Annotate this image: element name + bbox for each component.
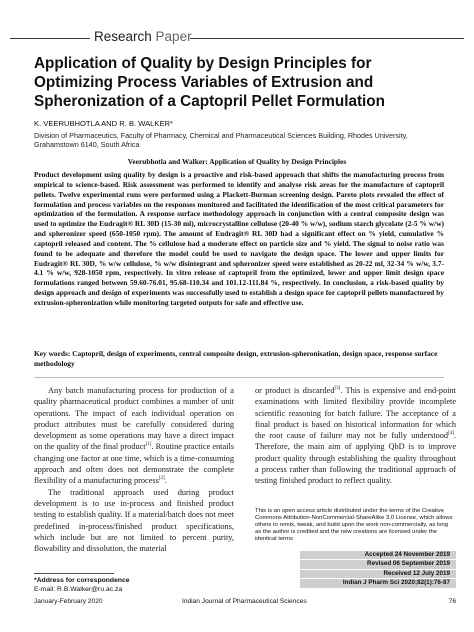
body-text: or product is discarded [255, 386, 335, 395]
body-paragraph [34, 385, 234, 487]
section-label-bold: Research [94, 29, 152, 44]
footer-issue: January-February 2020 [34, 598, 103, 605]
page-footer [34, 598, 456, 608]
body-text: . This is expensive and end-point examinations with limited flexibility provide incomplete scientific reasoning for batch failure. The acceptance of a final product is based on historical information for which the root cause of failure may not be fully understood [255, 386, 456, 441]
keywords-text: Captopril, design of experiments, central composite design, extrusion-spheronisation, design space, response surface methodology [34, 349, 438, 368]
page-number: 76 [448, 598, 456, 605]
keywords-label: Key words: [34, 349, 71, 358]
body-text: . [164, 476, 167, 486]
citation-ref[interactable]: [3] [334, 386, 341, 392]
body-column-right [255, 385, 456, 487]
header-rule-left [10, 38, 90, 39]
body-column-left [34, 385, 234, 554]
correspondence-rule [34, 573, 114, 574]
body-text: . Routine practice entails changing one factor at one time, which is a time-consuming approach and often does not demonstrate the complete flexibility of a manufacturing process [34, 442, 234, 486]
author-affiliation: Division of Pharmaceutics, Faculty of Pharmacy, Chemical and Pharmaceutical Sciences Building, Rhodes University, Grahamstown 6140, South Africa [34, 131, 408, 150]
body-text: . Therefore, the main aim of applying QbD is to improve product quality through establishing the quality throughout a process rather than following the traditional approach of testing finished product to reflect quality. [255, 431, 456, 486]
citation-ref[interactable]: [4] [448, 431, 454, 437]
citation-ref[interactable]: [2] [158, 476, 165, 482]
article-dates-box [300, 551, 456, 589]
body-paragraph [255, 385, 456, 487]
journal-citation: Indian J Pharm Sci 2020;82(1):76-87 [300, 579, 456, 588]
body-text: Any batch manufacturing process for production of a quality pharmaceutical product combines a number of unit operations. The impact of each individual operation on product attributes must be carefully considered during development as some operations may have a direct impact on the quality of the final product [34, 386, 234, 452]
article-title: Application of Quality by Design Principles for Optimizing Process Variables of Extrusion and Spheronization of a Captopril Pellet Formulation [34, 55, 385, 110]
article-authors: K. VEERUBHOTLA AND R. B. WALKER* [34, 119, 173, 128]
correspondence-email[interactable]: E-mail: R.B.Walker@ru.ac.za [34, 585, 123, 593]
revised-date: Revised 06 September 2019 [300, 560, 456, 569]
abstract-divider [34, 377, 444, 378]
correspondence-label: *Address for correspondence [34, 577, 130, 584]
section-label-light: Paper [155, 29, 192, 44]
running-head: Veerubhotla and Walker: Application of Quality by Design Principles [127, 157, 347, 166]
footer-journal: Indian Journal of Pharmaceutical Sciences [182, 598, 307, 605]
abstract: Product development using quality by design is a proactive and risk-based approach that shifts the manufacturing process from empirical to science-based. Risk assessment was performed to identify and analyse risk areas for the manufacture of captopril pellets. Twelve experimental runs were performed using a Plackett-Burman screening design. Pareto plots revealed the effect of formulation and process variables on the responses monitored and facilitated the identification of the most critical parameters for optimization of the formulation. A response surface methodology approach in conjunction with a central composite design was used to optimize the Eudragit® RL 30D (15-30 ml), microcrystalline cellulose (20-40 % w/w), sodium starch glycolate (2-5 % w/w) and spheronizer speed (650-1050 rpm). The amount of Eudragit® RL 30D had a significant effect on % yield, cumulative % captopril released and content. The % cellulose had a moderate effect on particle size and % yield. The signal to noise ratio was found to be adequate and therefore the model could be used to navigate the design space. The lower and upper limits for Eudragit® RL 30D, % w/w cellulose, % w/w disintegrant and spheronizer speed were established as 20-22 ml, 32-34 % w/w, 3.7-4.1 % w/w, 928-1050 rpm, respectively. In vitro release of captopril from the optimized, lower and upper limit design space formulations ranged between 59.60-76.01, 95.68-110.34 and 101.12-111.84 %, respectively. In conclusion, a risk-based quality by design approach and design of experiments was successfully used to establish a design space for captopril pellets manufactured by extrusion-spheronization while monitoring targeted outputs for safe and effective use. [34, 170, 444, 307]
received-date: Received 12 July 2019 [300, 570, 456, 579]
accepted-date: Accepted 24 November 2019 [300, 551, 456, 560]
correspondence [34, 577, 130, 594]
license-notice: This is an open access article distributed under the terms of the Creative Commons Attribution-NonCommercial-ShareAlike 3.0 License, which allows others to remix, tweak, and build upon the work non-commercially, as long as the author is credited and the new creations are licensed under the identical terms [255, 508, 453, 543]
keywords [34, 349, 444, 368]
citation-ref[interactable]: [1] [145, 442, 152, 448]
body-paragraph: The traditional approach used during product development is to use in-process and finished product testing to establish quality. If a material/batch does not meet predefined in-process/finished product specifications, which include but are not limited to percent purity, flowability and dissolution, the material [34, 487, 234, 554]
header-rule-right [190, 38, 464, 39]
section-label [94, 29, 192, 44]
